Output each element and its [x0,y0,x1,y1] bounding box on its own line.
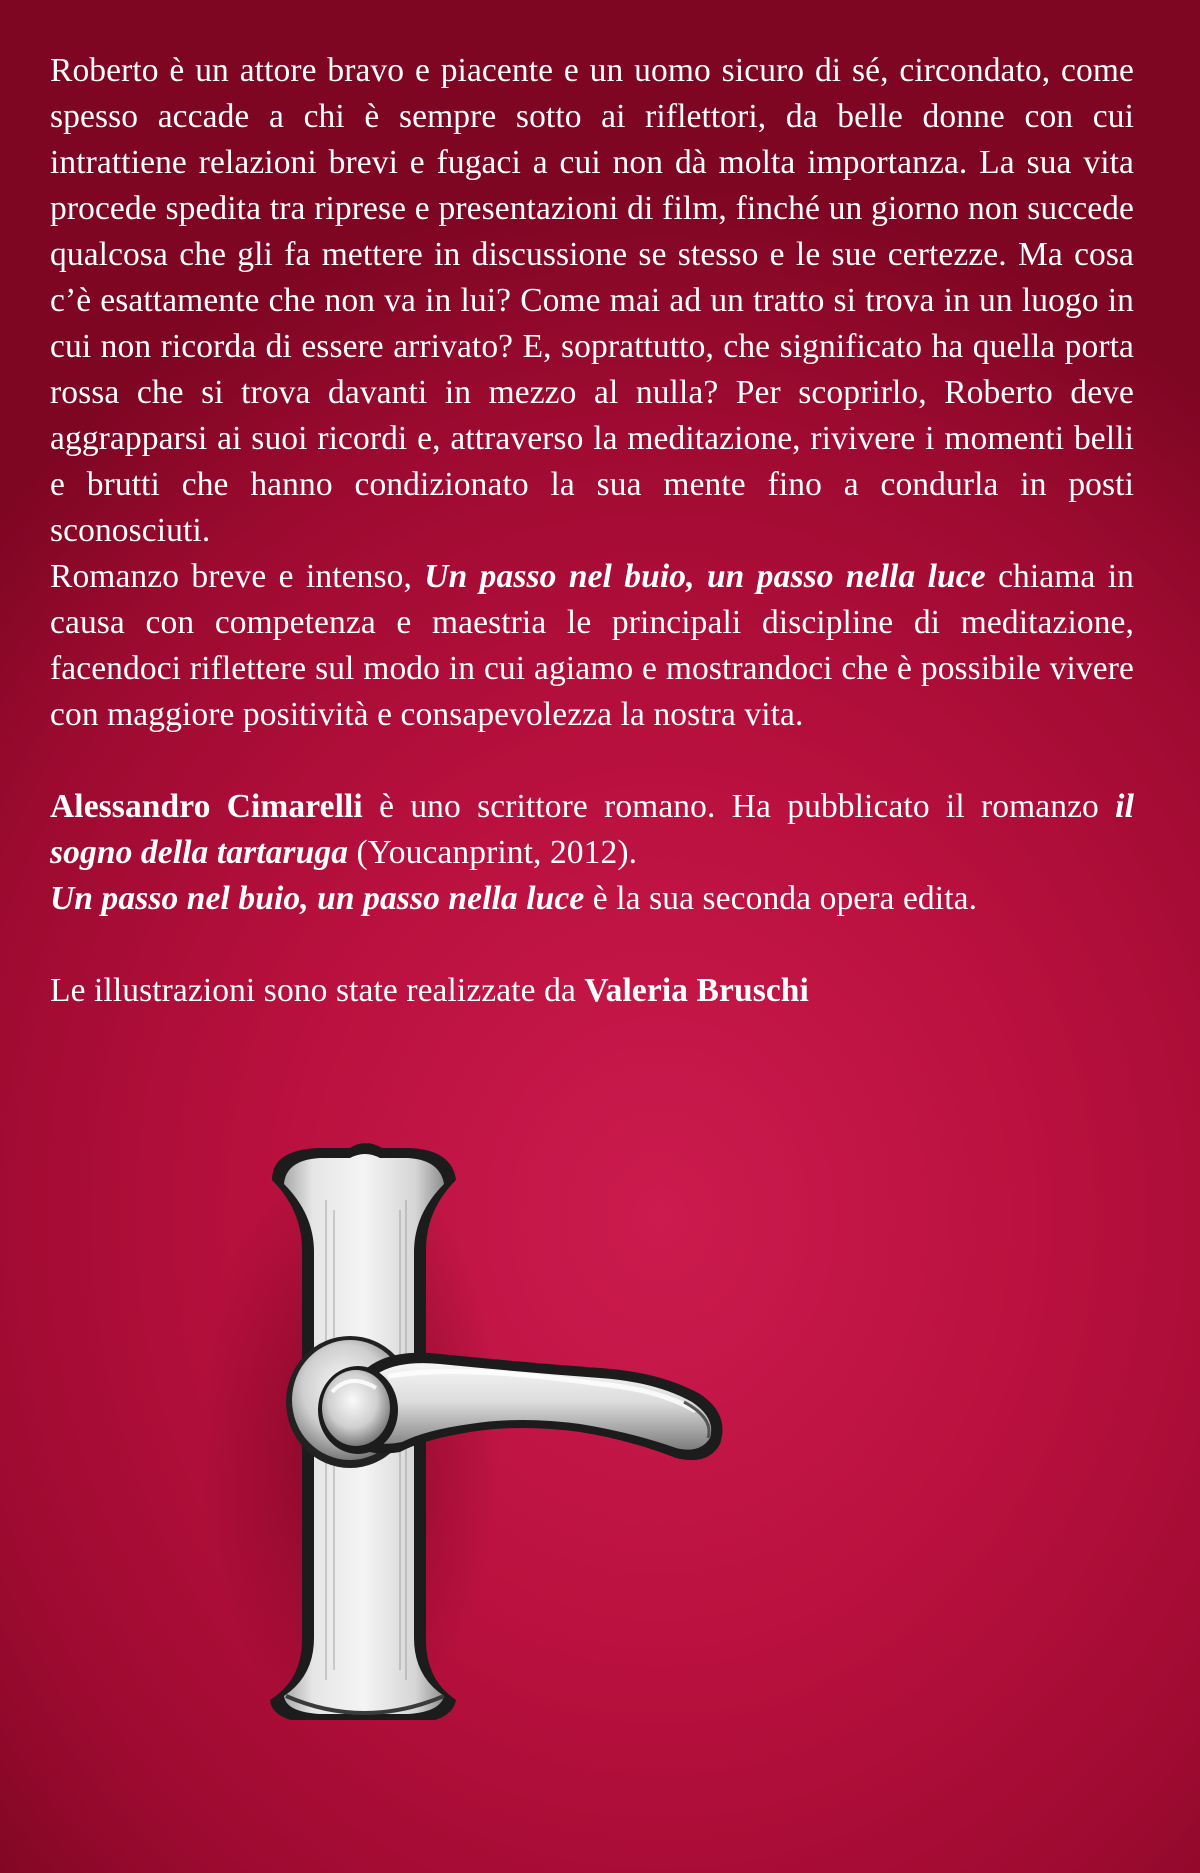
illustrator-name: Valeria Bruschi [584,972,809,1009]
author-bio-2: (Youcanprint, 2012). [348,834,638,871]
review-rest: chiama in causa con competenza e maestria le principali discipline di meditazione, facendoci riflettere sul modo in cui agiamo e mostrandoci che è possibile vivere con maggiore positività e consapevolezza la nostra vita. [50,558,1134,733]
door-handle-illustration [200,1140,760,1720]
second-work-paragraph [50,876,1134,922]
author-paragraph [50,784,1134,876]
synopsis-paragraph [50,48,1134,554]
author-bio-3: è la sua seconda opera edita. [584,880,978,917]
door-handle-icon [200,1140,760,1720]
spacer [50,922,1134,968]
author-bio-1: è uno scrittore romano. Ha pubblicato il romanzo [362,788,1116,825]
book-title: Un passo nel buio, un passo nella luce [424,558,986,595]
review-lead: Romanzo breve e intenso, [50,558,425,595]
previous-book-title: il sogno della tartaruga [50,788,1134,871]
illustrations-credit [50,968,1134,1014]
book-title-repeat: Un passo nel buio, un passo nella luce [50,880,585,917]
illustrations-prefix: Le illustrazioni sono state realizzate da [50,972,585,1009]
synopsis-text: Roberto è un attore bravo e piacente e un uomo sicuro di sé, circondato, come spesso accade a chi è sempre sotto ai riflettori, da belle donne con cui intrattiene relazioni brevi e fugaci a cui non dà molta importanza. La sua vita procede spedita tra riprese e presentazioni di film, finché un giorno non succede qualcosa che gli fa mettere in discussione se stesso e le sue certezze. Ma cosa c’è esattamente che non va in lui? Come mai ad un tratto si trova in un luogo in cui non ricorda di essere arrivato? E, soprattutto, che significato ha quella porta rossa che si trova davanti in mezzo al nulla? Per scoprirlo, Roberto deve aggrapparsi ai suoi ricordi e, attraverso la meditazione, rivivere i momenti belli e brutti che hanno condizionato la sua mente fino a condurla in posti sconosciuti. [50,52,1134,549]
author-name: Alessandro Cimarelli [50,788,363,825]
spacer [50,738,1134,784]
back-cover-text [50,48,1134,1014]
review-paragraph [50,554,1134,738]
